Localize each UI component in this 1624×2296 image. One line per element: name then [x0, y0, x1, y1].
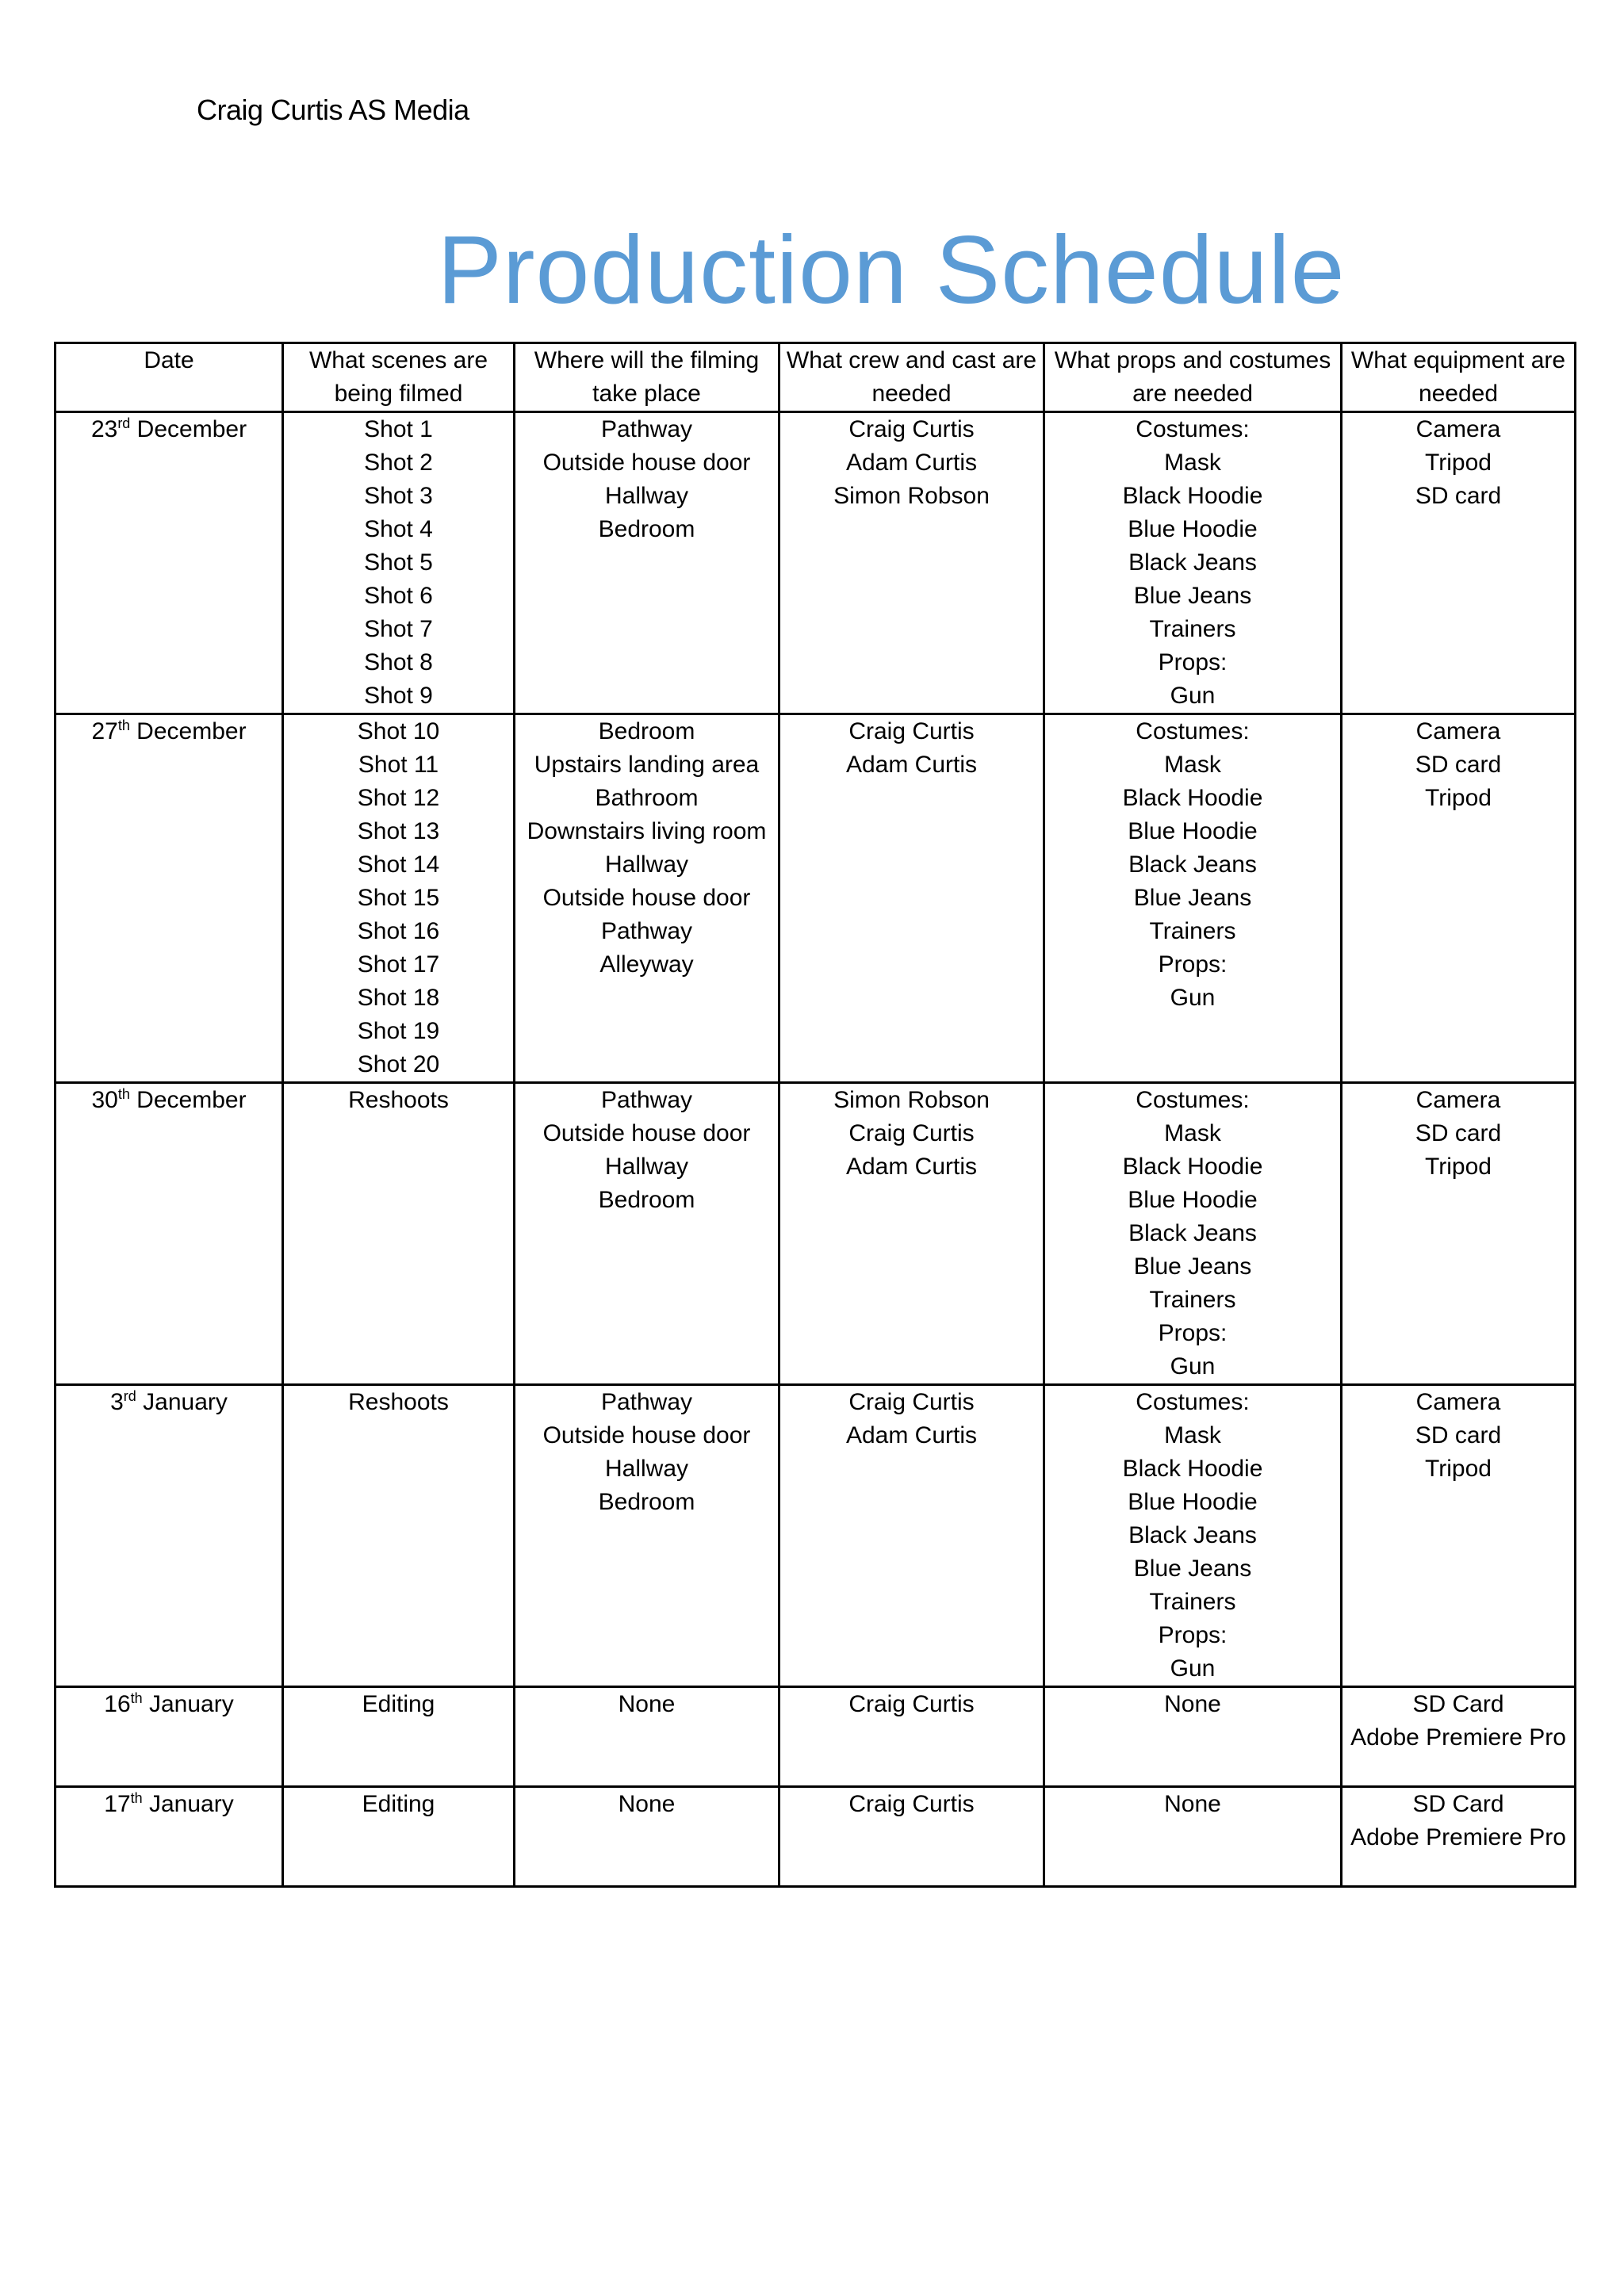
scene-item: Shot 4 — [364, 516, 433, 542]
scene-item: Shot 1 — [364, 416, 433, 442]
date-day: 27 — [91, 718, 118, 744]
date-suffix: th — [117, 1086, 130, 1102]
date-suffix: rd — [123, 1388, 136, 1404]
equipment-item: Adobe Premiere Pro — [1350, 1724, 1566, 1751]
scene-item: Shot 11 — [358, 752, 439, 778]
equipment-item: Camera — [1415, 1389, 1501, 1415]
scenes-cell — [283, 1083, 515, 1385]
location-item: Pathway — [600, 416, 693, 442]
props-item: Trainers — [1149, 918, 1236, 944]
date-day: 23 — [90, 416, 118, 442]
crew-cell — [779, 1083, 1044, 1385]
scene-item: Shot 7 — [364, 616, 433, 642]
scene-item: Shot 19 — [357, 1018, 440, 1044]
crew-item: Adam Curtis — [845, 752, 978, 778]
equipment-cell — [1342, 714, 1576, 1083]
crew-item: Craig Curtis — [848, 416, 975, 442]
props-item: Mask — [1164, 752, 1221, 778]
location-item: Bedroom — [598, 1187, 695, 1213]
location-item: Hallway — [604, 483, 689, 509]
props-item: Blue Jeans — [1133, 885, 1252, 911]
location-cell — [515, 1687, 779, 1787]
location-item: Pathway — [600, 918, 693, 944]
scenes-cell — [283, 1787, 515, 1887]
props-item: Blue Hoodie — [1128, 1489, 1258, 1515]
scene-item: Shot 3 — [364, 483, 433, 509]
props-item: Gun — [1170, 683, 1216, 709]
equipment-item: Camera — [1415, 416, 1501, 442]
date-month: December — [136, 718, 247, 744]
equipment-cell — [1342, 1083, 1576, 1385]
props-item: Props: — [1158, 1320, 1228, 1346]
location-item: Hallway — [604, 851, 689, 878]
scene-item: Shot 18 — [357, 985, 440, 1011]
location-cell — [515, 714, 779, 1083]
scene-item: Shot 17 — [357, 951, 440, 978]
props-item: Blue Jeans — [1133, 1253, 1252, 1280]
crew-item: Craig Curtis — [848, 718, 975, 744]
equipment-item: SD card — [1415, 1422, 1502, 1448]
scene-item: Shot 15 — [357, 885, 440, 911]
props-item: Gun — [1170, 1353, 1216, 1380]
date-cell — [56, 1385, 283, 1687]
date-cell — [56, 1083, 283, 1385]
table-row — [56, 1083, 1576, 1385]
props-cell — [1044, 1083, 1342, 1385]
props-item: Black Jeans — [1128, 1220, 1257, 1246]
crew-cell — [779, 1787, 1044, 1887]
equipment-item: Camera — [1415, 718, 1501, 744]
location-item: Pathway — [600, 1389, 693, 1415]
table-row — [56, 1787, 1576, 1887]
equipment-cell — [1342, 1687, 1576, 1787]
date-day: 3 — [110, 1389, 124, 1415]
scene-item: Shot 16 — [357, 918, 440, 944]
scene-item: Shot 20 — [357, 1051, 440, 1077]
crew-item: Simon Robson — [833, 1087, 990, 1113]
props-item: Black Hoodie — [1122, 785, 1263, 811]
location-cell — [515, 1787, 779, 1887]
crew-item: Craig Curtis — [848, 1691, 975, 1717]
crew-item: Craig Curtis — [848, 1120, 975, 1146]
props-item: Black Jeans — [1128, 549, 1257, 576]
column-header-scenes: What scenes are being filmed — [283, 343, 515, 412]
equipment-item: Tripod — [1425, 450, 1492, 476]
location-item: Hallway — [604, 1456, 689, 1482]
scene-item: Shot 12 — [357, 785, 440, 811]
page-title: Production Schedule — [437, 216, 1346, 323]
scene-item: Shot 10 — [357, 718, 440, 744]
equipment-cell — [1342, 1787, 1576, 1887]
crew-item: Simon Robson — [833, 483, 990, 509]
props-item: Black Jeans — [1128, 1522, 1257, 1548]
column-header-date: Date — [56, 343, 283, 412]
date-month: December — [136, 416, 247, 442]
props-item: Blue Hoodie — [1128, 1187, 1258, 1213]
props-item: Trainers — [1149, 616, 1236, 642]
crew-cell — [779, 412, 1044, 714]
date-cell — [56, 412, 283, 714]
column-header-equipment: What equipment are needed — [1342, 343, 1576, 412]
props-cell — [1044, 1687, 1342, 1787]
author-line: Craig Curtis AS Media — [197, 94, 469, 126]
production-schedule-table — [54, 342, 1576, 1888]
props-item: Black Hoodie — [1122, 1456, 1263, 1482]
equipment-item: Tripod — [1425, 785, 1492, 811]
scene-item: Shot 9 — [364, 683, 433, 709]
date-day: 17 — [104, 1791, 131, 1817]
crew-cell — [779, 1385, 1044, 1687]
table-row — [56, 1385, 1576, 1687]
location-item: Outside house door — [542, 450, 751, 476]
props-item: Mask — [1164, 450, 1221, 476]
date-cell — [56, 714, 283, 1083]
crew-cell — [779, 1687, 1044, 1787]
date-cell — [56, 1787, 283, 1887]
scenes-cell — [283, 714, 515, 1083]
equipment-item: Adobe Premiere Pro — [1350, 1824, 1566, 1850]
date-day: 16 — [104, 1691, 131, 1717]
crew-item: Adam Curtis — [845, 1154, 978, 1180]
date-suffix: rd — [117, 415, 131, 431]
equipment-item: SD card — [1415, 752, 1502, 778]
props-item: Black Jeans — [1128, 851, 1257, 878]
equipment-cell — [1342, 1385, 1576, 1687]
props-item: Blue Jeans — [1133, 583, 1252, 609]
scene-item: Reshoots — [348, 1087, 449, 1113]
scenes-cell — [283, 1385, 515, 1687]
crew-item: Adam Curtis — [845, 1422, 978, 1448]
props-item: Blue Hoodie — [1128, 818, 1258, 844]
table-row — [56, 714, 1576, 1083]
equipment-item: Tripod — [1425, 1154, 1492, 1180]
scenes-cell — [283, 412, 515, 714]
props-item: Black Hoodie — [1122, 483, 1263, 509]
location-cell — [515, 1083, 779, 1385]
props-item: Props: — [1158, 649, 1228, 675]
props-item: Blue Jeans — [1133, 1556, 1252, 1582]
equipment-item: SD card — [1415, 483, 1502, 509]
location-item: Hallway — [604, 1154, 689, 1180]
props-item: Trainers — [1149, 1589, 1236, 1615]
location-cell — [515, 412, 779, 714]
date-suffix: th — [117, 718, 130, 733]
location-item: None — [618, 1691, 676, 1717]
scene-item: Shot 6 — [364, 583, 433, 609]
props-item: Trainers — [1149, 1287, 1236, 1313]
scene-item: Shot 2 — [364, 450, 433, 476]
location-item: Bedroom — [598, 1489, 695, 1515]
date-cell — [56, 1687, 283, 1787]
props-item: Props: — [1158, 1622, 1228, 1648]
location-item: Downstairs living room — [527, 818, 767, 844]
column-header-props: What props and costumes are needed — [1044, 343, 1342, 412]
equipment-item: SD card — [1415, 1120, 1502, 1146]
table-header-row — [56, 343, 1576, 412]
crew-item: Craig Curtis — [848, 1791, 975, 1817]
scene-item: Editing — [362, 1791, 435, 1817]
props-cell — [1044, 1385, 1342, 1687]
location-item: Outside house door — [542, 885, 751, 911]
location-item: Pathway — [600, 1087, 693, 1113]
props-item: Blue Hoodie — [1128, 516, 1258, 542]
location-item: Bathroom — [595, 785, 699, 811]
scene-item: Shot 8 — [364, 649, 433, 675]
location-item: Bedroom — [598, 718, 695, 744]
location-item: Alleyway — [599, 951, 694, 978]
location-item: Outside house door — [542, 1422, 751, 1448]
table-body — [56, 412, 1576, 1887]
column-header-location: Where will the filming take place — [515, 343, 779, 412]
date-month: January — [149, 1791, 234, 1817]
date-month: December — [136, 1087, 247, 1113]
date-suffix: th — [130, 1790, 143, 1806]
props-item: Costumes: — [1136, 1389, 1250, 1415]
location-item: Bedroom — [598, 516, 695, 542]
crew-item: Adam Curtis — [845, 450, 978, 476]
props-item: Mask — [1164, 1422, 1221, 1448]
equipment-cell — [1342, 412, 1576, 714]
props-cell — [1044, 412, 1342, 714]
table-row — [56, 412, 1576, 714]
props-item: Props: — [1158, 951, 1228, 978]
props-item: Mask — [1164, 1120, 1221, 1146]
location-cell — [515, 1385, 779, 1687]
date-month: January — [143, 1389, 228, 1415]
scenes-cell — [283, 1687, 515, 1787]
props-item: Costumes: — [1136, 1087, 1250, 1113]
props-item: Gun — [1170, 985, 1216, 1011]
equipment-item: Tripod — [1425, 1456, 1492, 1482]
scene-item: Shot 5 — [364, 549, 433, 576]
props-item: Costumes: — [1136, 416, 1250, 442]
scene-item: Editing — [362, 1691, 435, 1717]
props-item: None — [1164, 1691, 1221, 1717]
scene-item: Shot 13 — [357, 818, 440, 844]
date-suffix: th — [130, 1690, 143, 1706]
table-row — [56, 1687, 1576, 1787]
location-item: None — [618, 1791, 676, 1817]
equipment-item: Camera — [1415, 1087, 1501, 1113]
date-month: January — [149, 1691, 234, 1717]
props-item: Black Hoodie — [1122, 1154, 1263, 1180]
props-cell — [1044, 714, 1342, 1083]
props-item: None — [1164, 1791, 1221, 1817]
crew-item: Craig Curtis — [848, 1389, 975, 1415]
props-item: Gun — [1170, 1655, 1216, 1682]
date-day: 30 — [91, 1087, 118, 1113]
column-header-crew: What crew and cast are needed — [779, 343, 1044, 412]
props-item: Costumes: — [1136, 718, 1250, 744]
crew-cell — [779, 714, 1044, 1083]
props-cell — [1044, 1787, 1342, 1887]
scene-item: Reshoots — [348, 1389, 449, 1415]
scene-item: Shot 14 — [357, 851, 440, 878]
equipment-item: SD Card — [1412, 1791, 1504, 1817]
location-item: Outside house door — [542, 1120, 751, 1146]
location-item: Upstairs landing area — [534, 752, 760, 778]
equipment-item: SD Card — [1412, 1691, 1504, 1717]
